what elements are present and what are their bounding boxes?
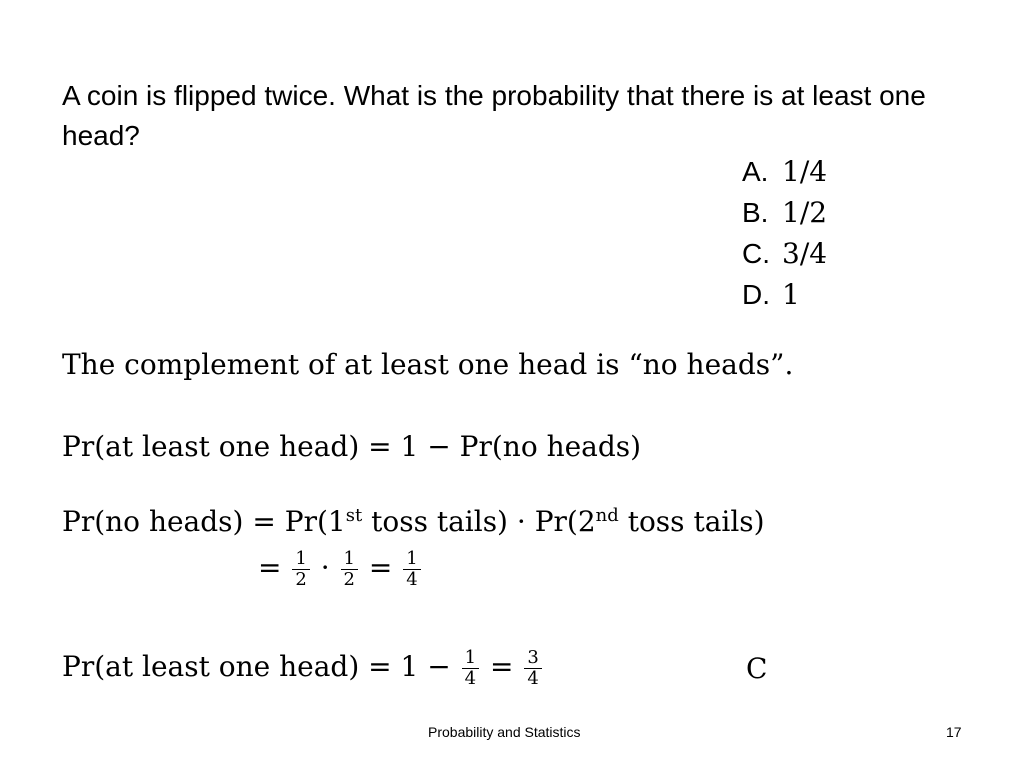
denominator: 4 (527, 668, 539, 689)
eq1-equals: = (368, 430, 392, 463)
eq4-equals: = (368, 650, 392, 683)
choice-value: 3/4 (782, 237, 828, 270)
numerator: 1 (403, 549, 420, 570)
ordinal-suffix: nd (595, 505, 619, 526)
choice-value: 1/4 (782, 155, 828, 188)
eq3-equals-2: = (368, 551, 393, 584)
eq4-equals-2: = (490, 650, 514, 683)
equation-no-heads (62, 502, 765, 542)
equation-product (258, 548, 423, 590)
ordinal-suffix: st (345, 505, 363, 526)
eq2-dot: · (516, 505, 526, 538)
denominator: 4 (406, 569, 418, 590)
fraction-one-half (292, 549, 309, 590)
denominator: 2 (343, 569, 355, 590)
eq2-lhs: Pr(no heads) (62, 505, 244, 538)
eq3-equals: = (258, 551, 282, 584)
numerator: 1 (462, 648, 479, 669)
eq3-dot: · (320, 551, 330, 584)
equation-final (62, 647, 544, 689)
choice-letter: B. (742, 197, 769, 228)
choice-value: 1/2 (782, 196, 828, 229)
denominator: 2 (295, 569, 307, 590)
choice-c (742, 234, 827, 274)
eq1-one: 1 (400, 430, 419, 463)
choice-b (742, 193, 827, 233)
eq2-equals: = (252, 505, 276, 538)
complement-statement: The complement of at least one head is “no heads”. (62, 348, 794, 381)
term-suffix: toss tails) (618, 505, 765, 538)
fraction-three-quarters (524, 648, 541, 689)
eq2-term1 (285, 505, 508, 538)
slide-number: 17 (946, 724, 962, 740)
numerator: 1 (341, 549, 358, 570)
choice-value: 1 (782, 278, 800, 311)
denominator: 4 (464, 668, 477, 689)
numerator: 1 (292, 549, 309, 570)
term-prefix: Pr(2 (534, 505, 596, 538)
choice-d (742, 275, 800, 315)
eq2-term2 (535, 505, 765, 538)
footer-title: Probability and Statistics (428, 724, 581, 740)
eq1-rhs: Pr(no heads) (459, 430, 642, 463)
numerator: 3 (524, 648, 541, 669)
eq4-lhs: Pr(at least one head) (62, 650, 360, 683)
choice-letter: C. (742, 238, 770, 269)
choice-letter: A. (742, 156, 769, 187)
final-answer: C (746, 652, 768, 685)
eq4-minus: − (427, 650, 451, 683)
equation-complement (62, 427, 641, 467)
eq1-minus: − (427, 430, 451, 463)
term-prefix: Pr(1 (284, 505, 346, 538)
choice-a (742, 152, 827, 192)
term-suffix: toss tails) (362, 505, 508, 538)
eq4-one: 1 (400, 650, 419, 683)
fraction-one-quarter (403, 549, 420, 590)
choice-letter: D. (742, 279, 770, 310)
eq1-lhs: Pr(at least one head) (62, 430, 360, 463)
fraction-one-half (341, 549, 358, 590)
question-text: A coin is flipped twice. What is the probability that there is at least one head? (62, 80, 926, 151)
fraction-one-quarter (462, 648, 479, 689)
